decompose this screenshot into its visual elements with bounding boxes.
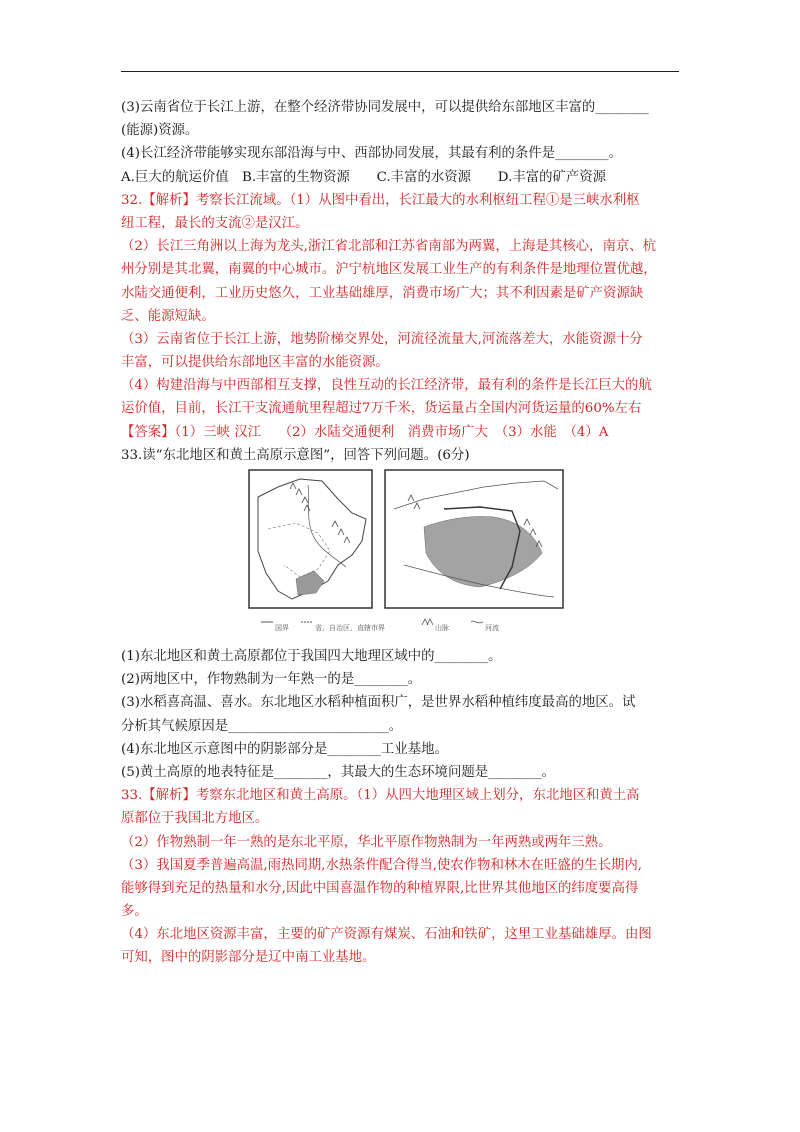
document-body [121,96,681,970]
loess-plateau-map [384,469,564,609]
analysis-32-line-9: （4）构建沿海与中西部相互支撑，良性互动的长江经济带，最有利的条件是长江巨大的航 [121,378,652,394]
legend-mountain: 山脉 [435,624,449,632]
legend-province: 省、自治区、直辖市界 [315,624,385,632]
analysis-33-line-7: （4）东北地区资源丰富，主要的矿产资源有煤炭、石油和铁矿，这里工业基础雄厚。由图 [121,927,652,943]
legend-boundary: 国界 [275,624,289,632]
analysis-33-line-8: 可知，图中的阴影部分是辽中南工业基地。 [121,950,376,966]
analysis-32-line-4: 州分别是其北翼，南翼的中心城市。沪宁杭地区发展工业生产的有利条件是地理位置优越， [121,262,657,278]
analysis-32-line-7: （3）云南省位于长江上游，地势阶梯交界处，河流径流量大,河流落差大，水能资源十分 [121,331,643,347]
analysis-33-line-1: 33.【解析】考察东北地区和黄土高原。（1）从四大地理区域上划分，东北地区和黄土高 [121,788,640,804]
question-33-5: (5)黄土高原的地表特征是________，其最大的生态环境问题是________。 [121,764,556,780]
analysis-33-line-6: 多。 [121,904,148,920]
analysis-32-line-8: 丰富，可以提供给东部地区丰富的水能资源。 [121,355,389,371]
question-33-3-line-2: 分析其气候原因是________________________。 [121,718,403,734]
map-legend [261,615,571,632]
analysis-33-line-5: 能够得到充足的热量和水分,因此中国喜温作物的种植界限,比世界其他地区的纬度要高得 [121,880,639,896]
question-3-line-1: (3)云南省位于长江上游，在整个经济带协同发展中，可以提供给东部地区丰富的________ [121,100,649,115]
answer-32: 【答案】（1）三峡 汉江 （2）水陆交通便利 消费市场广大 （3）水能 （4）A [121,424,609,440]
question-33-3-line-1: (3)水稻喜高温、喜水。东北地区水稻种植面积广，是世界水稻种植纬度最高的地区。试 [121,695,636,711]
analysis-32-line-1: 32.【解析】考察长江流域。（1）从图中看出，长江最大的水利枢纽工程①是三峡水利枢 [121,192,640,208]
analysis-33-line-3: （2）作物熟制一年一熟的是东北平原，华北平原作物熟制为一年两熟或两年三熟。 [121,834,612,850]
header-rule [121,71,679,72]
question-33-title: 33.读“东北地区和黄土高原示意图”，回答下列问题。(6分) [121,447,470,463]
question-33-4: (4)东北地区示意图中的阴影部分是________工业基地。 [121,741,448,757]
analysis-32-line-10: 运价值，目前，长江干支流通航里程超过7万千米，货运量占全国内河货运量的60%左右 [121,401,642,417]
question-4: (4)长江经济带能够实现东部沿海与中、西部协同发展，其最有利的条件是________。 [121,146,623,162]
map-figure [121,469,681,639]
question-3-line-2: (能源)资源。 [121,123,199,139]
analysis-33-line-4: （3）我国夏季普遍高温,雨热同期,水热条件配合得当,使农作物和林木在旺盛的生长期内, [121,857,642,873]
question-4-options: A.巨大的航运价值 B.丰富的生物资源 C.丰富的水资源 D.丰富的矿产资源 [121,169,607,185]
question-33-2: (2)两地区中，作物熟制为一年熟一的是________。 [121,672,422,688]
analysis-32-line-6: 乏、能源短缺。 [121,308,215,324]
question-33-1: (1)东北地区和黄土高原都位于我国四大地理区域中的________。 [121,649,502,664]
analysis-32-line-2: 纽工程，最长的支流②是汉江。 [121,215,309,231]
northeast-map [248,469,373,609]
analysis-32-line-5: 水陆交通便利，工业历史悠久，工业基础雄厚，消费市场广大；其不利因素是矿产资源缺 [121,285,644,301]
legend-river: 河流 [485,624,499,632]
analysis-33-line-2: 原都位于我国北方地区。 [121,811,269,827]
analysis-32-line-3: （2）长江三角洲以上海为龙头,浙江省北部和江苏省南部为两翼，上海是其核心，南京、杭 [121,239,657,255]
